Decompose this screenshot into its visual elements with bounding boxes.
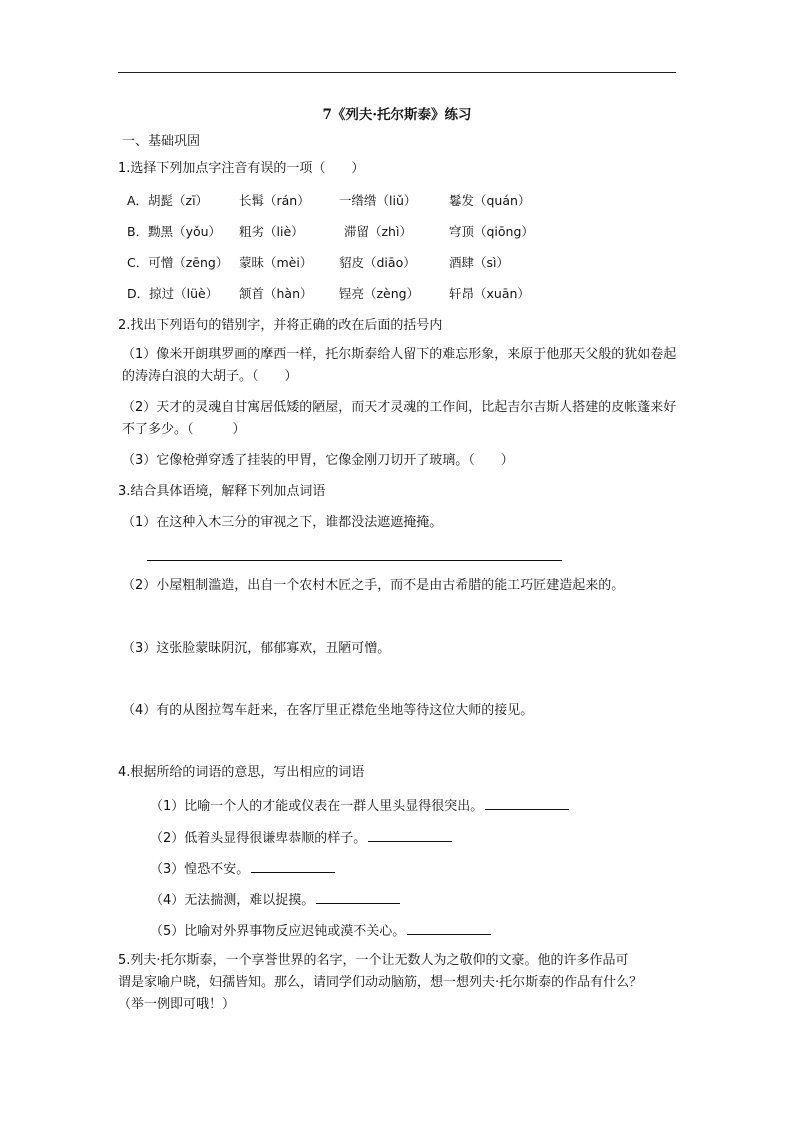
answer-blank[interactable]	[368, 827, 452, 842]
question-5-line-1: 5.列夫·托尔斯泰，一个享誉世界的名字，一个让无数人为之敬仰的文豪。他的许多作品可	[118, 953, 629, 968]
q4-item-4	[150, 889, 400, 910]
option-item: 轩昂（xuān）	[449, 286, 530, 301]
option-item: 蒙昧（mèi）	[239, 255, 313, 270]
option-item: A．胡髭（zī）	[127, 193, 209, 208]
answer-blank[interactable]	[316, 889, 400, 904]
q3-item-2: （2）小屋粗制滥造，出自一个农村木匠之手，而不是由古希腊的能工巧匠建造起来的。	[122, 578, 625, 593]
q3-item-3: （3）这张脸蒙昧阴沉，郁郁寡欢，丑陋可憎。	[122, 641, 391, 656]
q4-item-text: （3）惶恐不安。	[150, 862, 250, 877]
question-4-stem: 4.根据所给的词语的意思，写出相应的词语	[118, 765, 365, 780]
q2-item-1: （1）像米开朗琪罗画的摩西一样，托尔斯泰给人留下的难忘形象，来原于他那天父般的犹如卷起的涛涛白浪的大胡子。（ ）	[122, 347, 677, 384]
question-5-line-2: 谓是家喻户晓，妇孺皆知。那么，请同学们动动脑筋，想一想列夫·托尔斯泰的作品有什么？	[118, 975, 643, 990]
option-item: 长髯（rán）	[239, 193, 310, 208]
question-1-stem: 1.选择下列加点字注音有误的一项（ ）	[118, 161, 365, 176]
q2-item-2: （2）天才的灵魂自甘寓居低矮的陋屋，而天才灵魂的工作间，比起吉尔吉斯人搭建的皮帐蓬来好不了多少。（ ）	[122, 400, 677, 437]
option-item: B．黝黑（yǒu）	[127, 224, 222, 239]
section-heading: 一、基础巩固	[122, 134, 201, 149]
answer-blank[interactable]	[251, 858, 335, 873]
answer-blank[interactable]	[407, 920, 491, 935]
answer-line	[147, 560, 562, 561]
option-item: C．可憎（zēng）	[127, 255, 229, 270]
q4-item-2	[150, 827, 452, 848]
q4-item-3	[150, 858, 335, 879]
question-2-stem: 2.找出下列语句的错别字，并将正确的改在后面的括号内	[118, 318, 443, 333]
q4-item-text: （2）低着头显得很谦卑恭顺的样子。	[150, 831, 367, 846]
question-3-stem: 3.结合具体语境，解释下列加点词语	[118, 484, 326, 499]
header-rule	[118, 72, 676, 73]
option-item: 颔首（hàn）	[239, 286, 313, 301]
option-item: 滞留（zhì）	[344, 224, 412, 239]
q4-item-text: （1）比喻一个人的才能或仪表在一群人里头显得很突出。	[150, 799, 484, 814]
option-item: 貂皮（diāo）	[339, 255, 416, 270]
q3-item-4: （4）有的从图拉驾车赶来，在客厅里正襟危坐地等待这位大师的接见。	[122, 703, 534, 718]
q3-item-1: （1）在这种入木三分的审视之下，谁都没法遮遮掩掩。	[122, 515, 443, 530]
page-title: 7《列夫·托尔斯泰》练习	[322, 107, 472, 123]
q4-item-text: （4）无法揣测，难以捉摸。	[150, 893, 315, 908]
option-item: 穹顶（qiōng）	[449, 224, 534, 239]
q4-item-text: （5）比喻对外界事物反应迟钝或漠不关心。	[150, 924, 406, 939]
q2-item-3: （3）它像枪弹穿透了挂装的甲胃，它像金刚刀切开了玻璃。（ ）	[122, 453, 514, 468]
option-item: 鬈发（quán）	[449, 193, 531, 208]
option-item: 酒肆（sì）	[449, 255, 509, 270]
question-5-line-3: （举一例即可哦！）	[118, 997, 236, 1012]
q4-item-5	[150, 920, 491, 941]
q4-item-1	[150, 795, 569, 816]
answer-blank[interactable]	[485, 795, 569, 810]
option-item: 一绺绺（liǔ）	[339, 193, 417, 208]
option-item: 粗劣（liè）	[239, 224, 304, 239]
option-item: D．掠过（lüè）	[127, 286, 219, 301]
option-item: 锃亮（zèng）	[339, 286, 420, 301]
